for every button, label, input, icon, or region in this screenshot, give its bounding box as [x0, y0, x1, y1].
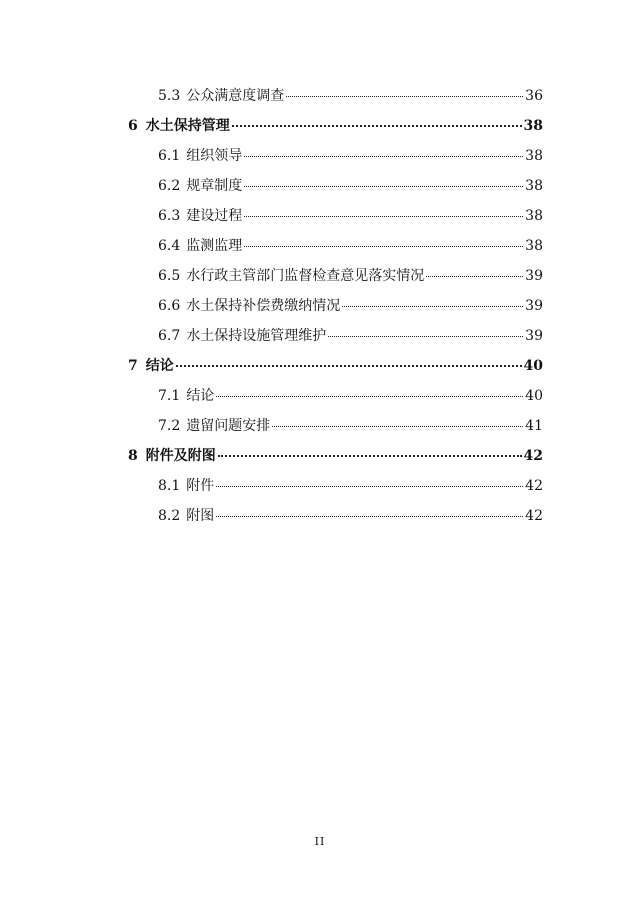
toc-title: 建设过程	[186, 208, 243, 224]
toc-number: 6.2	[158, 178, 181, 194]
toc-number: 6.7	[158, 328, 181, 344]
dot-leader	[218, 455, 522, 457]
toc-title: 水土保持补偿费缴纳情况	[186, 298, 341, 314]
toc-page: 42	[525, 478, 543, 494]
dot-leader	[328, 336, 523, 337]
dot-leader	[244, 156, 523, 157]
toc-entry-8[interactable]	[128, 446, 543, 466]
dot-leader	[216, 516, 523, 517]
dot-leader	[216, 486, 523, 487]
toc-entry-5-3[interactable]	[158, 86, 543, 106]
toc-title: 组织领导	[186, 148, 243, 164]
toc-title: 附件	[186, 478, 215, 494]
toc-page: 38	[525, 178, 543, 194]
toc-entry-8-2[interactable]	[158, 506, 543, 526]
toc-number: 7.2	[158, 418, 181, 434]
toc-number: 7.1	[158, 388, 181, 404]
toc-number: 8	[128, 448, 138, 464]
toc-page: 42	[525, 508, 543, 524]
toc-page: 39	[525, 298, 543, 314]
toc-title: 遗留问题安排	[186, 418, 271, 434]
toc-entry-6-6[interactable]	[158, 296, 543, 316]
dot-leader	[286, 96, 523, 97]
dot-leader	[272, 426, 523, 427]
dot-leader	[244, 186, 523, 187]
toc-entry-6-1[interactable]	[158, 146, 543, 166]
toc-title: 水行政主管部门监督检查意见落实情况	[186, 268, 425, 284]
toc-number: 6.1	[158, 148, 181, 164]
toc-page: 39	[525, 268, 543, 284]
toc-number: 6.4	[158, 238, 181, 254]
toc-entry-6-3[interactable]	[158, 206, 543, 226]
toc-entry-6-7[interactable]	[158, 326, 543, 346]
toc-page: 41	[525, 418, 543, 434]
toc-entry-6-5[interactable]	[158, 266, 543, 286]
toc-page: 39	[525, 328, 543, 344]
toc-title: 结论	[145, 358, 174, 374]
toc-page: 38	[525, 148, 543, 164]
toc-entry-6[interactable]	[128, 116, 543, 136]
toc-entry-7[interactable]	[128, 356, 543, 376]
toc-number: 8.1	[158, 478, 181, 494]
toc-entry-6-4[interactable]	[158, 236, 543, 256]
dot-leader	[244, 246, 523, 247]
toc-page: 42	[523, 448, 543, 464]
toc-number: 8.2	[158, 508, 181, 524]
toc-number: 7	[128, 358, 138, 374]
toc-title: 结论	[186, 388, 215, 404]
toc-number: 6.3	[158, 208, 181, 224]
toc-page: 36	[525, 88, 543, 104]
toc-title: 水土保持管理	[145, 118, 230, 134]
toc-page: 38	[525, 238, 543, 254]
toc-entry-7-2[interactable]	[158, 416, 543, 436]
toc-title: 附图	[186, 508, 215, 524]
toc-title: 监测监理	[186, 238, 243, 254]
toc-number: 5.3	[158, 88, 181, 104]
toc-title: 附件及附图	[145, 448, 216, 464]
toc-title: 公众满意度调查	[186, 88, 285, 104]
toc-entry-8-1[interactable]	[158, 476, 543, 496]
dot-leader	[216, 396, 523, 397]
toc-number: 6	[128, 118, 138, 134]
toc-number: 6.5	[158, 268, 181, 284]
toc-entry-7-1[interactable]	[158, 386, 543, 406]
toc-entry-6-2[interactable]	[158, 176, 543, 196]
dot-leader	[426, 276, 523, 277]
toc-page: 40	[525, 388, 543, 404]
toc-number: 6.6	[158, 298, 181, 314]
toc-page: 38	[525, 208, 543, 224]
dot-leader	[232, 125, 522, 127]
dot-leader	[244, 216, 523, 217]
toc-page: 40	[523, 358, 543, 374]
dot-leader	[342, 306, 523, 307]
page-number: II	[314, 835, 326, 848]
toc-title: 水土保持设施管理维护	[186, 328, 327, 344]
toc-title: 规章制度	[186, 178, 243, 194]
dot-leader	[176, 365, 522, 367]
toc-page: 38	[523, 118, 543, 134]
